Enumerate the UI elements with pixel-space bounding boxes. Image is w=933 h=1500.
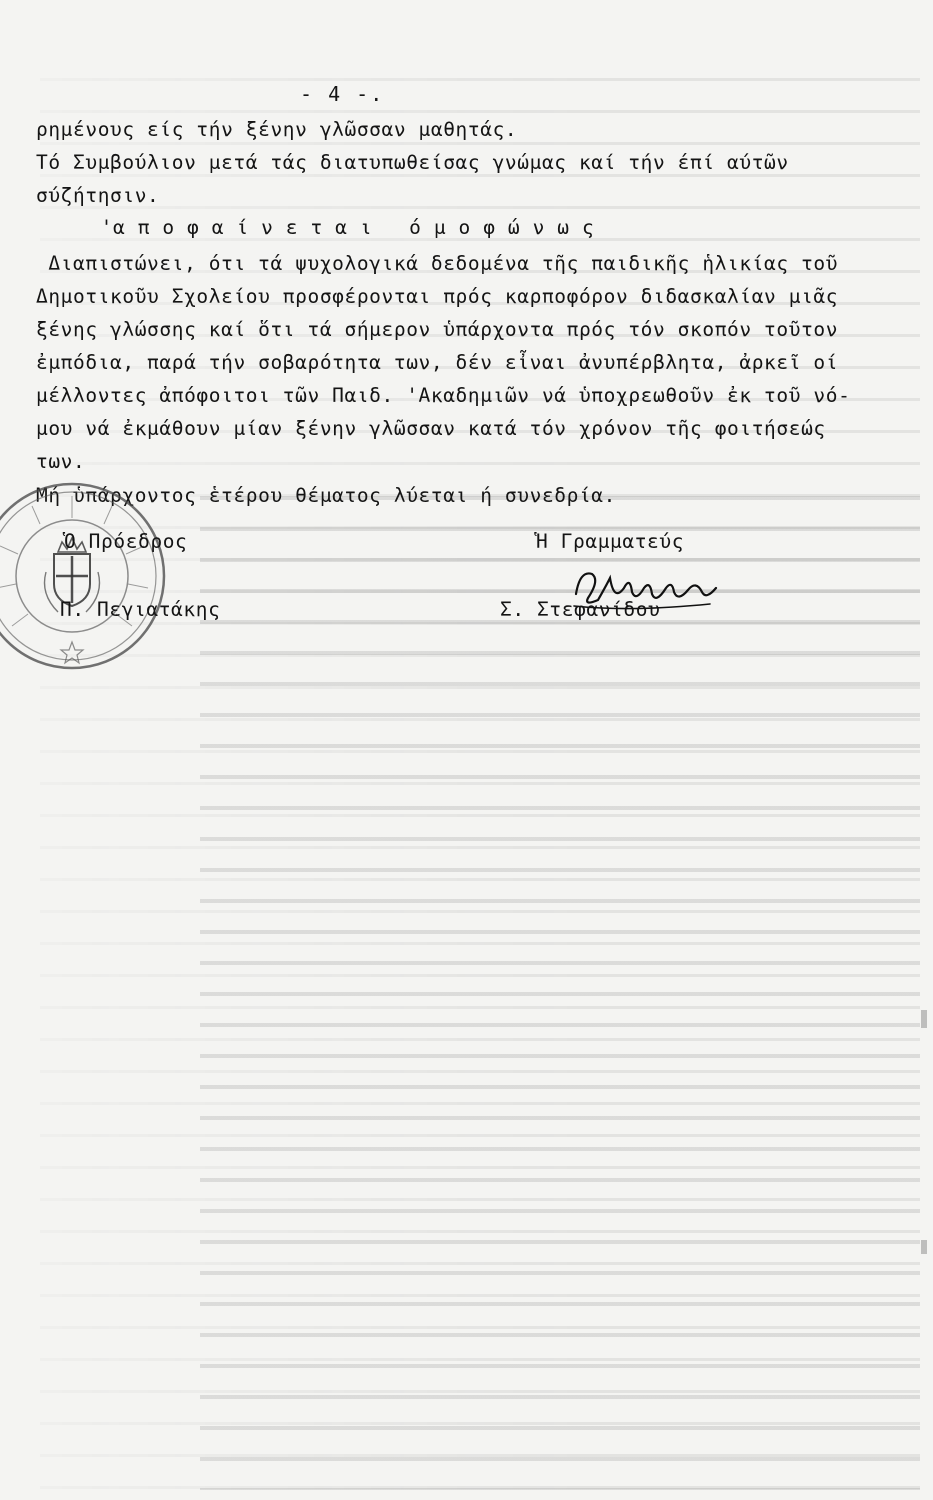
text-line-5: Διαπιστώνει, ότι τά ψυχολογικά δεδομένα τῆς παιδικῆς ἡλικίας τοῦ: [36, 252, 839, 275]
page-number: - 4 -.: [300, 82, 385, 106]
president-name: Π. Πεγιατάκης: [60, 598, 221, 621]
decision-heading: 'α π ο φ α ί ν ε τ α ι ό μ ο φ ώ ν ω ς: [76, 216, 595, 239]
text-line-1: ρημένους είς τήν ξένην γλῶσσαν μαθητάς.: [36, 118, 518, 141]
text-line-7: ξένης γλώσσης καί ὅτι τά σήμερον ὑπάρχοντα πρός τόν σκοπόν τοῦτον: [36, 318, 839, 341]
text-line-3: σύζήτησιν.: [36, 184, 160, 207]
text-line-11: των.: [36, 450, 86, 473]
margin-mark: [921, 1010, 927, 1028]
text-line-9: μέλλοντες ἀπόφοιτοι τῶν Παιδ. 'Ακαδημιῶν νά ὑποχρεωθοῦν ἐκ τοῦ νό-: [36, 384, 851, 407]
closing-line: Μή ὑπάρχοντος ἑτέρου θέματος λύεται ή συνεδρία.: [36, 484, 616, 507]
text-line-6: Δημοτικοῦυ Σχολείου προσφέρονται πρός καρποφόρον διδασκαλίαν μιᾶς: [36, 285, 839, 308]
margin-mark: [921, 1240, 927, 1254]
text-line-2: Τό Συμβούλιον μετά τάς διατυπωθείσας γνώμας καί τήν έπί αύτῶν: [36, 151, 789, 174]
official-seal-icon: [0, 476, 172, 676]
bleed-through-text-lower: [200, 480, 920, 1490]
text-line-10: μου νά ἐκμάθουν μίαν ξένην γλῶσσαν κατά τόν χρόνον τῆς φοιτήσεώς: [36, 417, 826, 440]
text-line-8: ἐμπόδια, παρά τήν σοβαρότητα των, δέν εἶναι ἀνυπέρβλητα, ἀρκεῖ οί: [36, 351, 839, 374]
president-title: Ὁ Πρόεδρος: [64, 530, 188, 553]
secretary-name: Σ. Στεφανίδου: [500, 598, 661, 621]
secretary-title: Ἡ Γραμματεύς: [536, 530, 685, 553]
